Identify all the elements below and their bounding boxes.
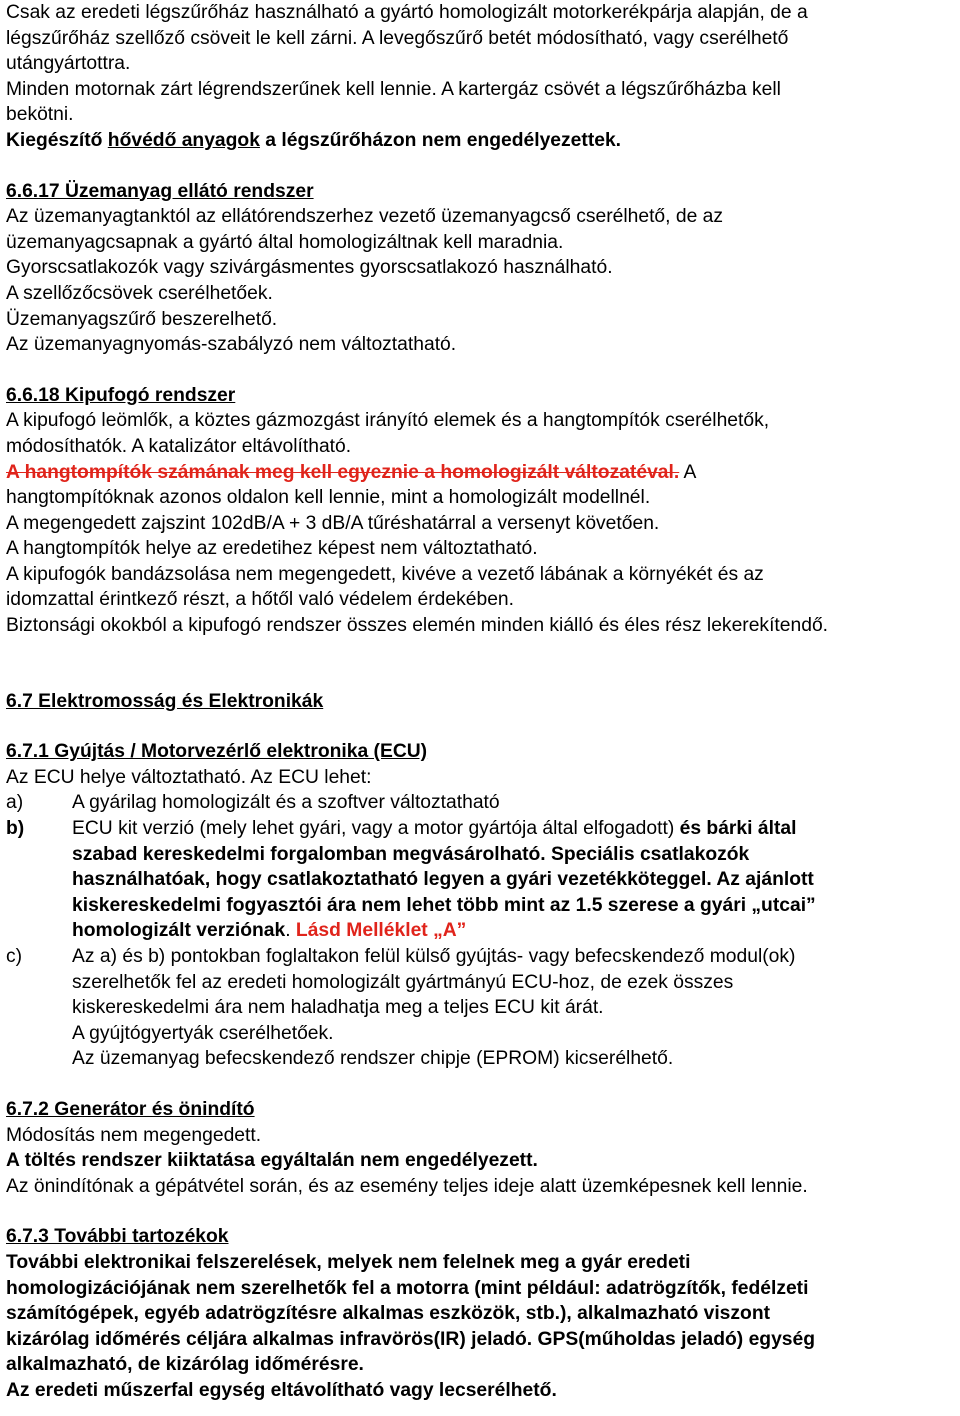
s673-line-3: számítógépek, egyéb adatrögzítésre alkalmas eszközök, stb.), alkalmazható viszont <box>6 1303 771 1325</box>
list-item-a <box>6 790 956 816</box>
s618-line-8: idomzattal érintkező részt, a hőtől való védelem érdekében. <box>6 589 515 611</box>
s617-line-1: Az üzemanyagtanktól az ellátórendszerhez vezető üzemanyagcső cserélhető, de az <box>6 206 724 228</box>
s618-line-3-rest: A <box>679 461 697 483</box>
list-label-a: a) <box>6 792 24 814</box>
intro-line-4: Minden motornak zárt légrendszerűnek kell lennie. A kartergáz csövét a légszűrőházba kell <box>6 78 781 100</box>
list-text-b-line-2: szabad kereskedelmi forgalomban megvásárolható. Speciális csatlakozók <box>72 843 750 865</box>
s672-line-2: A töltés rendszer kiiktatása egyáltalán nem engedélyezett. <box>6 1150 538 1172</box>
list-text-b-line-3: használhatóak, hogy csatlakoztatható legyen a gyári vezetékköteggel. Az ajánlott <box>72 869 814 891</box>
intro-line-6-underlined: hővédő anyagok <box>107 129 260 151</box>
s673-line-4: kizárólag időmérés céljára alkalmas infravörös(IR) jeladó. GPS(műholdas jeladó) egység <box>6 1328 816 1350</box>
list-item-b <box>6 816 956 842</box>
list-label-b: b) <box>6 818 25 840</box>
s673-line-2: homologizációjának nem szerelhetők fel a motorra (mint például: adatrögzítők, fedélzeti <box>6 1277 809 1299</box>
intro-line-6-c: a légszűrőházon nem engedélyezettek. <box>259 129 622 151</box>
s618-line-9: Biztonsági okokból a kipufogó rendszer összes elemén minden kiálló és éles rész lekerekítendő. <box>6 615 829 637</box>
s673-line-5: alkalmazható, de kizárólag időmérésre. <box>6 1354 364 1376</box>
annex-a-reference: Lásd Melléklet „A” <box>295 920 467 942</box>
b-line-5-dot: . <box>285 920 296 942</box>
s618-line-5: A megengedett zajszint 102dB/A + 3 dB/A tűréshatárral a versenyt követően. <box>6 512 660 534</box>
intro-line-2: légszűrőház szellőző csöveit le kell zárni. A levegőszűrő betét módosítható, vagy cserélhető <box>6 27 789 49</box>
list-label-c: c) <box>6 946 23 967</box>
s671-intro: Az ECU helye változtatható. Az ECU lehet: <box>6 766 372 788</box>
s617-line-3: Gyorscsatlakozók vagy szivárgásmentes gyorscsatlakozó használható. <box>6 257 613 279</box>
s618-line-4: hangtompítóknak azonos oldalon kell lennie, mint a homologizált modellnél. <box>6 487 651 509</box>
list-text-a: A gyárilag homologizált és a szoftver változtatható <box>72 792 500 814</box>
s618-line-6: A hangtompítók helye az eredetihez képest nem változtatható. <box>6 538 538 560</box>
list-text-b-line-1 <box>72 816 956 842</box>
intro-line-5: bekötni. <box>6 104 74 126</box>
b-line-1-normal: ECU kit verzió (mely lehet gyári, vagy a motor gyártója által elfogadott) <box>72 818 680 840</box>
s618-struck-text: A hangtompítók számának meg kell egyeznie a homologizált változatéval. <box>6 461 680 483</box>
s617-line-6: Az üzemanyagnyomás-szabályzó nem változtatható. <box>6 334 457 356</box>
s618-line-3 <box>6 460 956 486</box>
list-text-c-line-4: A gyújtógyertyák cserélhetőek. <box>72 1022 334 1044</box>
list-text-c-line-1: Az a) és b) pontokban foglaltakon felül külső gyújtás- vagy befecskendező modul(ok) <box>72 946 796 967</box>
s673-line-6: Az eredeti műszerfal egység eltávolítható vagy lecserélhető. <box>6 1379 557 1401</box>
intro-line-6 <box>6 128 956 154</box>
list-item-c <box>6 944 956 970</box>
intro-line-3: utángyártottra. <box>6 53 131 75</box>
s673-line-1: További elektronikai felszerelések, melyek nem felelnek meg a gyár eredeti <box>6 1251 691 1273</box>
s618-line-2: módosíthatók. A katalizátor eltávolítható. <box>6 435 352 457</box>
list-text-c-line-3: kiskereskedelmi ára nem haladhatja meg a teljes ECU kit árát. <box>72 997 604 1019</box>
section-6-7-1-title: 6.7.1 Gyújtás / Motorvezérlő elektronika (ECU) <box>6 741 428 763</box>
s672-line-1: Módosítás nem megengedett. <box>6 1124 262 1146</box>
section-6-7-2-title: 6.7.2 Generátor és önindító <box>6 1098 255 1120</box>
list-text-c-line-5: Az üzemanyag befecskendező rendszer chipje (EPROM) kicserélhető. <box>72 1048 674 1070</box>
section-6-6-17-title: 6.6.17 Üzemanyag ellátó rendszer <box>6 180 314 202</box>
s617-line-5: Üzemanyagszűrő beszerelhető. <box>6 308 278 330</box>
section-6-7-title: 6.7 Elektromosság és Elektronikák <box>6 690 324 712</box>
intro-line-1: Csak az eredeti légszűrőház használható a gyártó homologizált motorkerékpárja alapján, de a <box>6 2 808 23</box>
b-line-5-bold: homologizált verziónak <box>72 920 286 942</box>
list-text-b-line-4: kiskereskedelmi fogyasztói ára nem lehet több mint az 1.5 szerese a gyári „utcai” <box>72 894 816 916</box>
s672-line-3: Az önindítónak a gépátvétel során, és az esemény teljes ideje alatt üzemképesnek kell lennie. <box>6 1175 808 1197</box>
document-page <box>6 0 956 1404</box>
section-6-7-3-title: 6.7.3 További tartozékok <box>6 1226 229 1248</box>
section-6-6-18-title: 6.6.18 Kipufogó rendszer <box>6 384 236 406</box>
s618-line-1: A kipufogó leömlők, a köztes gázmozgást irányító elemek és a hangtompítók cserélhetők, <box>6 410 770 432</box>
intro-line-6-a: Kiegészítő <box>6 129 108 151</box>
list-text-c-line-2: szerelhetők fel az eredeti homologizált gyártmányú ECU-hoz, de ezek összes <box>72 971 734 993</box>
b-line-1-bold: és bárki által <box>679 818 797 840</box>
s617-line-2: üzemanyagcsapnak a gyártó által homologizáltnak kell maradnia. <box>6 231 564 253</box>
list-text-b-line-5 <box>6 918 956 944</box>
s617-line-4: A szellőzőcsövek cserélhetőek. <box>6 282 273 304</box>
s618-line-7: A kipufogók bandázsolása nem megengedett, kivéve a vezető lábának a környékét és az <box>6 563 764 585</box>
